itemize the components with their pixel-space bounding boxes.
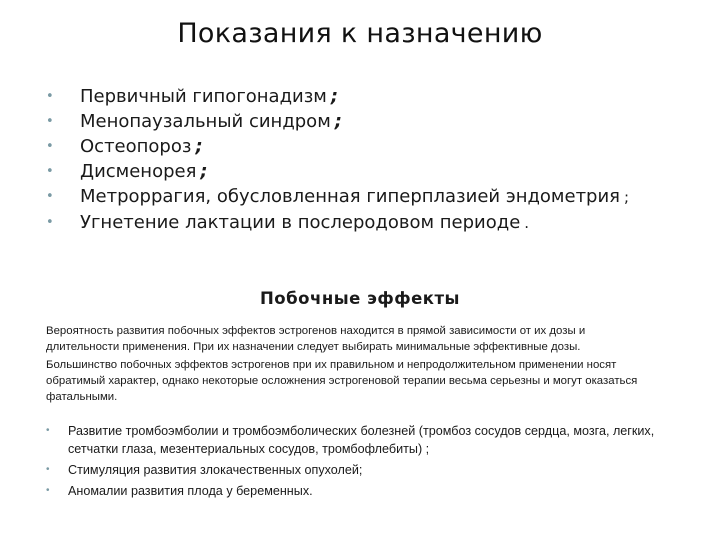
indication-punct: ;	[195, 136, 203, 157]
paragraph-dose-dependence: Вероятность развития побочных эффектов эстрогенов находится в прямой зависимости от их дозы и длительности применения. При их назначении следует выбирать минимальные эффективные дозы.	[46, 325, 586, 353]
indication-punct: .	[524, 214, 530, 232]
list-item	[46, 109, 686, 134]
bullet-icon: •	[46, 464, 50, 475]
list-item	[46, 210, 686, 236]
indication-punct: ;	[330, 86, 339, 107]
indication-text: Угнетение лактации в послеродовом периоде	[80, 212, 521, 233]
bullet-icon: •	[46, 114, 54, 129]
bullet-icon: •	[46, 215, 54, 230]
indication-punct: ;	[334, 111, 342, 132]
indication-punct: ;	[624, 188, 630, 206]
side-effect-text: Стимуляция развития злокачественных опухолей;	[68, 463, 363, 477]
side-effect-text: Развитие тромбоэмболии и тромбоэмболических болезней (тромбоз сосудов сердца, мозга, легких, сетчатки глаза, мезентериальных сосудов, тромбофлебиты) ;	[68, 424, 655, 456]
bullet-icon: •	[46, 425, 50, 436]
indication-text: Первичный гипогонадизм	[80, 86, 327, 107]
indications-list	[46, 84, 686, 236]
indication-text: Метроррагия, обусловленная гиперплазией эндометрия	[80, 186, 621, 207]
side-effects-heading: Побочные эффекты	[260, 289, 460, 308]
list-item	[46, 159, 686, 184]
side-effects-list	[46, 422, 658, 503]
list-item	[46, 134, 686, 159]
indication-text: Дисменорея	[80, 161, 197, 182]
list-item	[46, 84, 686, 109]
list-item	[46, 482, 658, 500]
paragraph-reversibility: Большинство побочных эффектов эстрогенов при их правильном и непродолжительном применении носят обратимый характер, однако некоторые осложнения эстрогеновой терапии весьма серьезны и могут оказаться фатальными.	[46, 359, 638, 403]
list-item	[46, 461, 658, 479]
side-effect-text: Аномалии развития плода у беременных.	[68, 484, 313, 498]
bullet-icon: •	[46, 164, 54, 179]
bullet-icon: •	[46, 139, 54, 154]
list-item	[46, 184, 686, 210]
slide-title: Показания к назначению	[177, 18, 543, 49]
indication-text: Менопаузальный синдром	[80, 111, 331, 132]
bullet-icon: •	[46, 485, 50, 496]
indication-text: Остеопороз	[80, 136, 192, 157]
indication-punct: ;	[200, 161, 208, 182]
bullet-icon: •	[46, 89, 54, 104]
list-item	[46, 422, 658, 458]
bullet-icon: •	[46, 189, 54, 204]
